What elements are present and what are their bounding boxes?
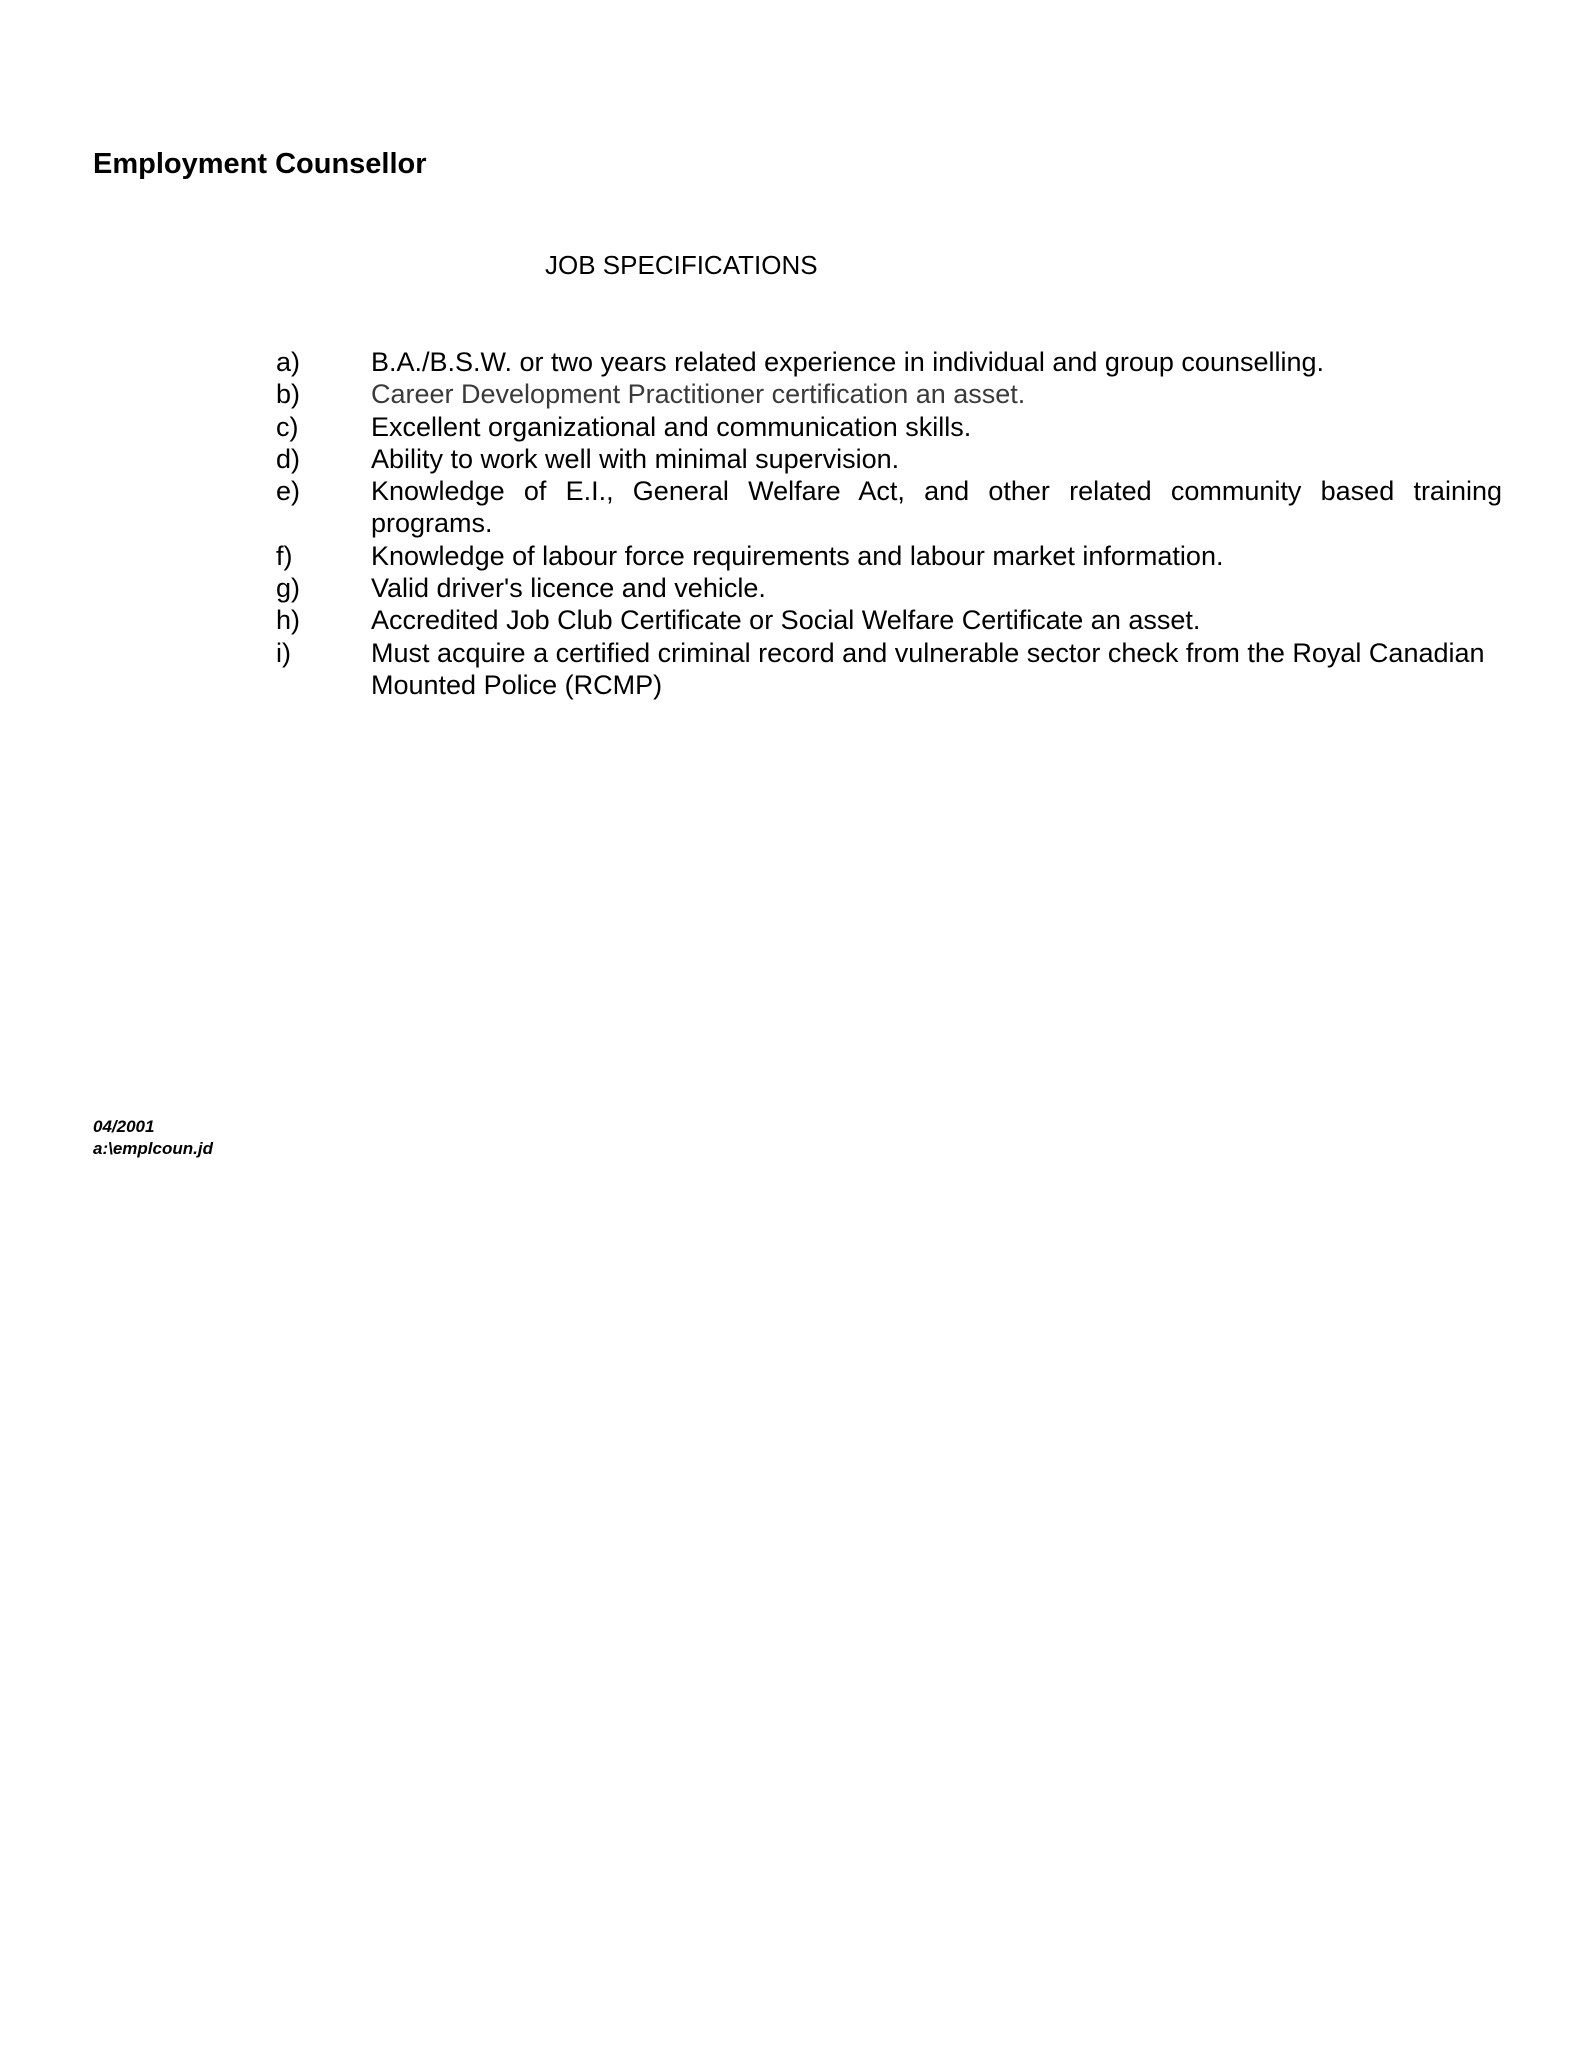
spec-marker: f) (276, 540, 293, 571)
spec-marker: d) (276, 443, 301, 474)
spec-item-a (276, 346, 1502, 378)
spec-text: Knowledge of E.I., General Welfare Act, and other related community based training programs. (371, 476, 1502, 539)
spec-marker: i) (276, 637, 291, 668)
spec-item-g (276, 572, 1502, 604)
spec-marker: h) (276, 605, 301, 636)
document-title: Employment Counsellor (93, 148, 427, 180)
spec-text: Excellent organizational and communication skills. (371, 411, 972, 442)
spec-marker: a) (276, 347, 301, 377)
spec-item-c (276, 411, 1502, 443)
spec-item-i (276, 637, 1502, 702)
spec-item-e (276, 475, 1502, 540)
spec-marker: e) (276, 476, 301, 507)
spec-text: Ability to work well with minimal supervision. (371, 443, 900, 474)
section-heading: JOB SPECIFICATIONS (545, 250, 818, 280)
spec-item-f (276, 540, 1502, 572)
spec-item-b (276, 378, 1502, 410)
spec-item-d (276, 443, 1502, 475)
footer-date: 04/2001 (93, 1117, 155, 1136)
spec-marker: b) (276, 379, 301, 410)
spec-text: Must acquire a certified criminal record and vulnerable sector check from the Royal Canadian Mounted Police (RCMP) (371, 637, 1485, 700)
spec-text: Valid driver's licence and vehicle. (371, 573, 766, 604)
specifications-list (276, 346, 1502, 701)
spec-text: Accredited Job Club Certificate or Social Welfare Certificate an asset. (371, 605, 1201, 636)
spec-text: B.A./B.S.W. or two years related experience in individual and group counselling. (371, 347, 1325, 377)
document-footer (93, 1116, 213, 1160)
spec-marker: g) (276, 573, 301, 604)
spec-text: Career Development Practitioner certification an asset. (371, 379, 1026, 410)
spec-marker: c) (276, 411, 299, 442)
spec-text: Knowledge of labour force requirements and labour market information. (371, 540, 1224, 571)
footer-file-path: a:\emplcoun.jd (93, 1139, 213, 1158)
spec-item-h (276, 604, 1502, 636)
